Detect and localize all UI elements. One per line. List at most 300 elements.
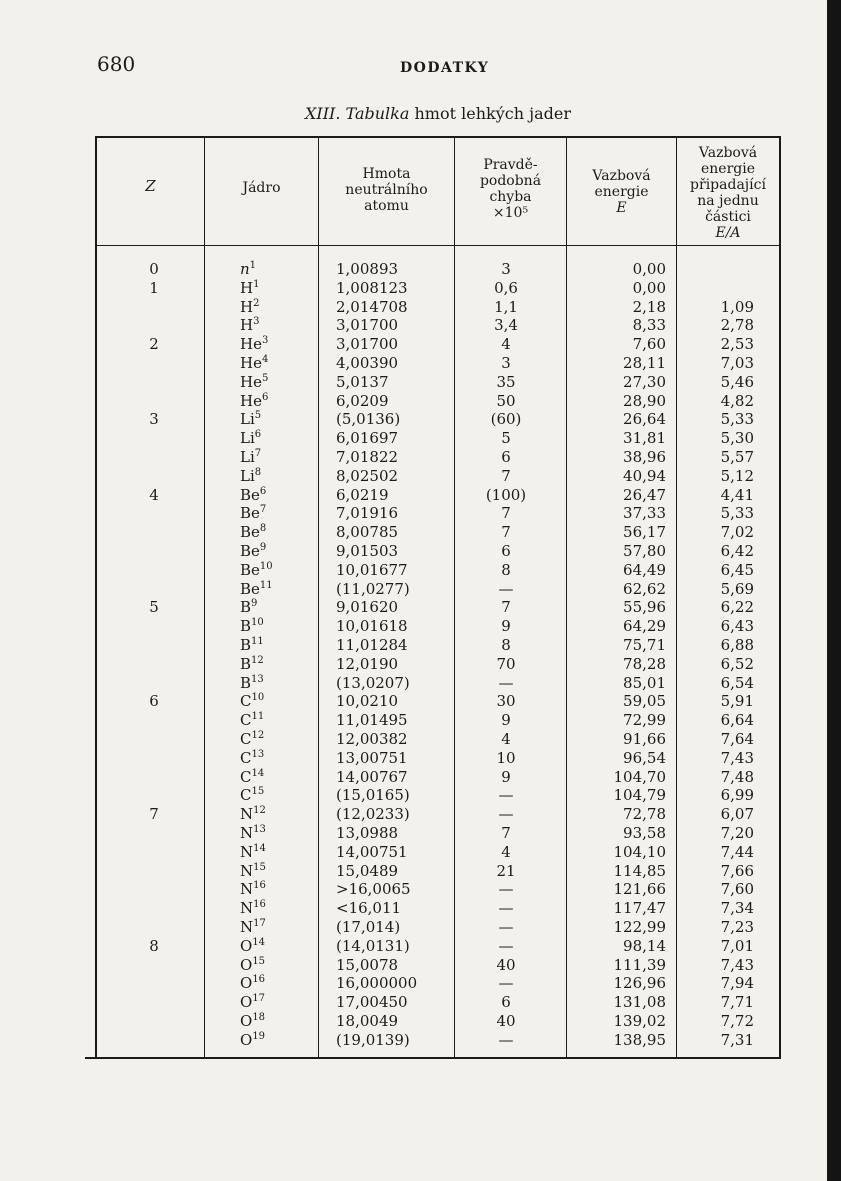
cell-mass: 12,0190	[336, 655, 399, 673]
cell-error: —	[498, 974, 514, 992]
page-number: 680	[97, 52, 136, 76]
cell-z: 3	[149, 410, 159, 428]
cell-mass: 10,01677	[336, 561, 408, 579]
nucleus-symbol: N	[240, 918, 254, 936]
cell-error: —	[498, 805, 514, 823]
nucleus-symbol: Li	[240, 410, 255, 428]
cell-nucleus	[240, 786, 264, 804]
nucleus-symbol: He	[240, 354, 262, 372]
cell-mass: 14,00767	[336, 768, 408, 786]
cell-mass: 15,0078	[336, 956, 399, 974]
cell-error: —	[498, 899, 514, 917]
cell-binding-energy: 78,28	[623, 655, 666, 673]
cell-energy-per-nucleon: 7,20	[720, 824, 754, 842]
mass-number: 6	[254, 429, 262, 440]
cell-mass: 13,0988	[336, 824, 399, 842]
cell-error: 7	[501, 824, 511, 842]
cell-mass: (15,0165)	[336, 786, 410, 804]
cell-error: —	[498, 786, 514, 804]
mass-number: 7	[259, 504, 267, 515]
nucleus-symbol: C	[240, 711, 252, 729]
cell-energy-per-nucleon: 5,33	[720, 504, 754, 522]
cell-error: 21	[496, 862, 516, 880]
cell-energy-per-nucleon: 5,33	[720, 410, 754, 428]
cell-nucleus	[240, 674, 264, 692]
cell-mass: 3,01700	[336, 335, 399, 353]
cell-nucleus	[240, 410, 261, 428]
cell-mass: 7,01822	[336, 448, 399, 466]
cell-binding-energy: 28,11	[623, 354, 666, 372]
cell-nucleus	[240, 862, 266, 880]
cell-error: 40	[496, 956, 516, 974]
cell-error: 9	[501, 768, 511, 786]
cell-binding-energy: 111,39	[613, 956, 666, 974]
cell-mass: 13,00751	[336, 749, 408, 767]
cell-nucleus	[240, 448, 261, 466]
nucleus-symbol: C	[240, 786, 252, 804]
cell-error: 9	[501, 711, 511, 729]
cell-mass: 16,000000	[336, 974, 418, 992]
mass-number: 3	[261, 335, 269, 346]
cell-nucleus	[240, 843, 266, 861]
cell-mass: 11,01495	[336, 711, 408, 729]
cell-energy-per-nucleon: 7,94	[720, 974, 754, 992]
cell-binding-energy: 131,08	[613, 993, 666, 1011]
nucleus-symbol: O	[240, 937, 253, 955]
cell-error: —	[498, 674, 514, 692]
column-divider	[318, 136, 319, 1058]
cell-energy-per-nucleon: 7,44	[720, 843, 754, 861]
nucleus-symbol: H	[240, 316, 254, 334]
cell-error: 30	[496, 692, 516, 710]
cell-energy-per-nucleon: 4,41	[720, 486, 754, 504]
nucleus-symbol: B	[240, 674, 252, 692]
cell-energy-per-nucleon: 7,66	[720, 862, 754, 880]
cell-nucleus	[240, 580, 273, 598]
cell-z: 0	[149, 260, 159, 278]
cell-binding-energy: 104,79	[613, 786, 666, 804]
mass-number: 11	[251, 711, 265, 722]
cell-nucleus	[240, 937, 265, 955]
cell-mass: (19,0139)	[336, 1031, 410, 1049]
cell-energy-per-nucleon: 7,72	[720, 1012, 754, 1030]
cell-energy-per-nucleon: 5,30	[720, 429, 754, 447]
cell-mass: 3,01700	[336, 316, 399, 334]
cell-binding-energy: 139,02	[613, 1012, 666, 1030]
mass-number: 8	[254, 467, 262, 478]
nucleus-symbol: Be	[240, 580, 260, 598]
cell-nucleus	[240, 373, 268, 391]
cell-binding-energy: 0,00	[632, 279, 666, 297]
cell-error: (100)	[485, 486, 527, 504]
running-header: DODATKY	[400, 60, 490, 76]
cell-nucleus	[240, 899, 266, 917]
cell-nucleus	[240, 918, 266, 936]
mass-number: 6	[259, 486, 267, 497]
cell-error: 10	[496, 749, 516, 767]
nucleus-symbol: He	[240, 335, 262, 353]
mass-number: 16	[253, 880, 266, 891]
cell-nucleus	[240, 429, 261, 447]
cell-error: 1,1	[494, 298, 518, 316]
cell-mass: 9,01620	[336, 598, 399, 616]
cell-error: 3,4	[494, 316, 518, 334]
cell-mass: (5,0136)	[336, 410, 401, 428]
cell-binding-energy: 117,47	[613, 899, 666, 917]
cell-mass: 2,014708	[336, 298, 408, 316]
table-header-rule	[95, 245, 781, 246]
cell-nucleus	[240, 956, 265, 974]
cell-binding-energy: 72,78	[623, 805, 666, 823]
table-caption	[305, 104, 571, 123]
mass-number: 18	[252, 1012, 266, 1023]
nucleus-symbol: Be	[240, 523, 260, 541]
nucleus-symbol: O	[240, 974, 253, 992]
cell-error: 7	[501, 523, 511, 541]
mass-number: 15	[252, 956, 266, 967]
nucleus-symbol: Be	[240, 504, 260, 522]
nucleus-symbol: N	[240, 824, 254, 842]
cell-binding-energy: 55,96	[623, 598, 666, 616]
cell-error: 6	[501, 448, 511, 466]
nucleus-symbol: O	[240, 1031, 253, 1049]
mass-number: 13	[251, 749, 265, 760]
nucleus-symbol: Be	[240, 486, 260, 504]
column-divider	[454, 136, 455, 1058]
mass-number: 11	[259, 580, 273, 591]
nucleus-symbol: N	[240, 843, 254, 861]
cell-mass: 17,00450	[336, 993, 408, 1011]
table-right-rule	[779, 136, 781, 1058]
mass-number: 1	[249, 260, 257, 271]
nucleus-symbol: B	[240, 617, 252, 635]
mass-number: 2	[253, 298, 260, 309]
header-energy: Vazbová energie E	[592, 168, 651, 216]
cell-binding-energy: 126,96	[613, 974, 666, 992]
cell-nucleus	[240, 730, 264, 748]
cell-binding-energy: 93,58	[623, 824, 666, 842]
cell-energy-per-nucleon: 5,57	[720, 448, 754, 466]
mass-number: 9	[259, 542, 267, 553]
cell-mass: 12,00382	[336, 730, 408, 748]
cell-binding-energy: 91,66	[623, 730, 666, 748]
cell-binding-energy: 26,47	[623, 486, 666, 504]
cell-mass: 10,01618	[336, 617, 408, 635]
cell-nucleus	[240, 824, 266, 842]
cell-energy-per-nucleon: 5,12	[720, 467, 754, 485]
cell-mass: 9,01503	[336, 542, 399, 560]
cell-energy-per-nucleon: 7,31	[720, 1031, 754, 1049]
cell-binding-energy: 56,17	[623, 523, 666, 541]
cell-mass: (12,0233)	[336, 805, 410, 823]
cell-nucleus	[240, 486, 266, 504]
column-divider	[566, 136, 567, 1058]
cell-binding-energy: 104,10	[613, 843, 666, 861]
mass-number: 16	[252, 974, 266, 985]
mass-number: 13	[251, 674, 264, 685]
cell-nucleus	[240, 467, 261, 485]
nucleus-symbol: O	[240, 956, 253, 974]
cell-nucleus	[240, 617, 264, 635]
cell-energy-per-nucleon: 5,69	[720, 580, 754, 598]
cell-nucleus	[240, 561, 273, 579]
cell-energy-per-nucleon: 4,82	[720, 392, 754, 410]
cell-energy-per-nucleon: 7,60	[720, 880, 754, 898]
cell-energy-per-nucleon: 7,43	[720, 956, 754, 974]
caption-number: XIII.	[305, 104, 341, 123]
cell-error: 40	[496, 1012, 516, 1030]
cell-z: 5	[149, 598, 159, 616]
cell-error: 3	[501, 260, 511, 278]
cell-nucleus	[240, 711, 264, 729]
cell-nucleus	[240, 768, 264, 786]
cell-binding-energy: 122,99	[613, 918, 666, 936]
nucleus-symbol: He	[240, 392, 262, 410]
nucleus-symbol: N	[240, 805, 254, 823]
cell-binding-energy: 59,05	[623, 692, 666, 710]
cell-error: —	[498, 1031, 514, 1049]
cell-nucleus	[240, 749, 264, 767]
cell-nucleus	[240, 598, 257, 616]
cell-mass: 18,0049	[336, 1012, 399, 1030]
cell-binding-energy: 38,96	[623, 448, 666, 466]
mass-number: 5	[261, 373, 269, 384]
cell-mass: 1,00893	[336, 260, 399, 278]
mass-number: 10	[259, 561, 273, 572]
cell-binding-energy: 75,71	[623, 636, 666, 654]
cell-z: 1	[149, 279, 159, 297]
mass-number: 16	[253, 899, 266, 910]
column-divider	[676, 136, 677, 1058]
mass-number: 4	[261, 354, 269, 365]
cell-error: 6	[501, 542, 511, 560]
table-top-rule	[95, 136, 781, 138]
cell-binding-energy: 72,99	[623, 711, 666, 729]
cell-error: 7	[501, 598, 511, 616]
mass-number: 14	[252, 937, 266, 948]
cell-z: 6	[149, 692, 159, 710]
cell-nucleus	[240, 636, 264, 654]
cell-energy-per-nucleon: 6,88	[720, 636, 754, 654]
nucleus-symbol: Li	[240, 467, 255, 485]
cell-nucleus	[240, 805, 266, 823]
mass-number: 12	[251, 655, 264, 666]
cell-z: 7	[149, 805, 159, 823]
cell-binding-energy: 8,33	[632, 316, 666, 334]
cell-energy-per-nucleon: 6,64	[720, 711, 754, 729]
cell-nucleus	[240, 993, 265, 1011]
cell-energy-per-nucleon: 5,46	[720, 373, 754, 391]
cell-energy-per-nucleon: 2,53	[720, 335, 754, 353]
cell-mass: 1,008123	[336, 279, 408, 297]
nucleus-symbol: Be	[240, 561, 260, 579]
mass-number: 12	[251, 730, 265, 741]
mass-number: 5	[254, 410, 262, 421]
cell-binding-energy: 85,01	[623, 674, 666, 692]
mass-number: 19	[252, 1031, 266, 1042]
cell-binding-energy: 62,62	[623, 580, 666, 598]
cell-binding-energy: 26,64	[623, 410, 666, 428]
cell-binding-energy: 31,81	[623, 429, 666, 447]
cell-error: —	[498, 918, 514, 936]
nucleus-symbol: C	[240, 692, 252, 710]
mass-number: 7	[254, 448, 262, 459]
cell-error: 70	[496, 655, 516, 673]
cell-binding-energy: 121,66	[613, 880, 666, 898]
cell-energy-per-nucleon: 6,07	[720, 805, 754, 823]
cell-energy-per-nucleon: 7,34	[720, 899, 754, 917]
cell-energy-per-nucleon: 6,22	[720, 598, 754, 616]
nucleus-symbol: He	[240, 373, 262, 391]
nucleus-symbol: O	[240, 993, 253, 1011]
cell-error: 9	[501, 617, 511, 635]
nucleus-symbol: O	[240, 1012, 253, 1030]
cell-mass: 6,0209	[336, 392, 389, 410]
cell-mass: 6,01697	[336, 429, 399, 447]
cell-binding-energy: 28,90	[623, 392, 666, 410]
cell-energy-per-nucleon: 7,23	[720, 918, 754, 936]
cell-error: —	[498, 880, 514, 898]
cell-energy-per-nucleon: 2,78	[720, 316, 754, 334]
mass-number: 10	[251, 617, 264, 628]
nucleus-symbol: B	[240, 655, 252, 673]
nucleus-symbol: B	[240, 598, 252, 616]
cell-binding-energy: 40,94	[623, 467, 666, 485]
cell-binding-energy: 7,60	[632, 335, 666, 353]
cell-z: 2	[149, 335, 159, 353]
cell-binding-energy: 27,30	[623, 373, 666, 391]
cell-energy-per-nucleon: 1,09	[720, 298, 754, 316]
cell-nucleus	[240, 974, 265, 992]
cell-energy-per-nucleon: 6,42	[720, 542, 754, 560]
cell-binding-energy: 114,85	[613, 862, 666, 880]
book-binding-edge	[827, 0, 841, 1181]
cell-nucleus	[240, 504, 266, 522]
cell-energy-per-nucleon: 5,91	[720, 692, 754, 710]
cell-mass: (17,014)	[336, 918, 401, 936]
cell-binding-energy: 37,33	[623, 504, 666, 522]
cell-nucleus	[240, 692, 264, 710]
cell-nucleus	[240, 1031, 265, 1049]
mass-number: 15	[253, 862, 266, 873]
cell-binding-energy: 64,29	[623, 617, 666, 635]
cell-mass: 11,01284	[336, 636, 408, 654]
mass-number: 9	[251, 598, 258, 609]
nucleus-symbol: Li	[240, 429, 255, 447]
cell-mass: 8,02502	[336, 467, 399, 485]
nucleus-symbol: H	[240, 298, 254, 316]
mass-number: 3	[253, 316, 260, 327]
cell-energy-per-nucleon: 6,54	[720, 674, 754, 692]
mass-number: 17	[253, 918, 266, 929]
cell-mass: 5,0137	[336, 373, 389, 391]
cell-binding-energy: 98,14	[623, 937, 666, 955]
cell-nucleus	[240, 335, 268, 353]
cell-nucleus	[240, 542, 266, 560]
cell-mass: <16,011	[336, 899, 402, 917]
table-left-rule	[95, 136, 97, 1058]
nucleus-symbol: N	[240, 899, 254, 917]
cell-nucleus	[240, 523, 266, 541]
cell-error: 35	[496, 373, 516, 391]
cell-nucleus	[240, 260, 256, 278]
cell-error: 6	[501, 993, 511, 1011]
cell-energy-per-nucleon: 7,02	[720, 523, 754, 541]
cell-nucleus	[240, 316, 259, 334]
header-mass: Hmota neutrálního atomu	[345, 166, 428, 214]
cell-error: 8	[501, 636, 511, 654]
cell-error: 3	[501, 354, 511, 372]
cell-mass: 10,0210	[336, 692, 399, 710]
cell-error: 7	[501, 467, 511, 485]
cell-error: 4	[501, 843, 511, 861]
cell-error: 4	[501, 730, 511, 748]
nucleus-symbol: C	[240, 749, 252, 767]
cell-nucleus	[240, 279, 259, 297]
cell-nucleus	[240, 880, 266, 898]
cell-mass: (13,0207)	[336, 674, 410, 692]
cell-mass: 15,0489	[336, 862, 399, 880]
cell-energy-per-nucleon: 7,71	[720, 993, 754, 1011]
nucleus-symbol: H	[240, 279, 254, 297]
nucleus-symbol: n	[240, 260, 250, 278]
cell-energy-per-nucleon: 6,43	[720, 617, 754, 635]
cell-energy-per-nucleon: 6,99	[720, 786, 754, 804]
cell-energy-per-nucleon: 7,48	[720, 768, 754, 786]
cell-energy-per-nucleon: 7,03	[720, 354, 754, 372]
cell-error: —	[498, 580, 514, 598]
caption-word: Tabulka	[345, 104, 410, 123]
cell-nucleus	[240, 354, 268, 372]
cell-error: 5	[501, 429, 511, 447]
nucleus-symbol: C	[240, 730, 252, 748]
header-z: Z	[145, 177, 156, 195]
mass-number: 11	[251, 636, 264, 647]
cell-z: 8	[149, 937, 159, 955]
cell-error: 8	[501, 561, 511, 579]
cell-nucleus	[240, 298, 259, 316]
mass-number: 13	[253, 824, 266, 835]
cell-error: (60)	[490, 410, 522, 428]
caption-rest: hmot lehkých jader	[414, 104, 571, 123]
cell-mass: 6,0219	[336, 486, 389, 504]
cell-energy-per-nucleon: 6,45	[720, 561, 754, 579]
mass-number: 14	[253, 843, 266, 854]
cell-error: 4	[501, 335, 511, 353]
cell-energy-per-nucleon: 6,52	[720, 655, 754, 673]
cell-mass: 14,00751	[336, 843, 408, 861]
cell-error: 50	[496, 392, 516, 410]
cell-error: —	[498, 937, 514, 955]
cell-mass: >16,0065	[336, 880, 411, 898]
cell-energy-per-nucleon: 7,64	[720, 730, 754, 748]
cell-nucleus	[240, 655, 264, 673]
cell-nucleus	[240, 392, 268, 410]
cell-mass: 7,01916	[336, 504, 399, 522]
cell-mass: (14,0131)	[336, 937, 410, 955]
nucleus-symbol: Be	[240, 542, 260, 560]
cell-z: 4	[149, 486, 159, 504]
mass-number: 12	[253, 805, 266, 816]
header-nucleus: Jádro	[242, 180, 281, 196]
nucleus-symbol: B	[240, 636, 252, 654]
mass-number: 10	[251, 692, 265, 703]
mass-number: 8	[259, 523, 267, 534]
nucleus-symbol: N	[240, 880, 254, 898]
cell-binding-energy: 57,80	[623, 542, 666, 560]
mass-number: 1	[253, 279, 260, 290]
cell-error: 0,6	[494, 279, 518, 297]
